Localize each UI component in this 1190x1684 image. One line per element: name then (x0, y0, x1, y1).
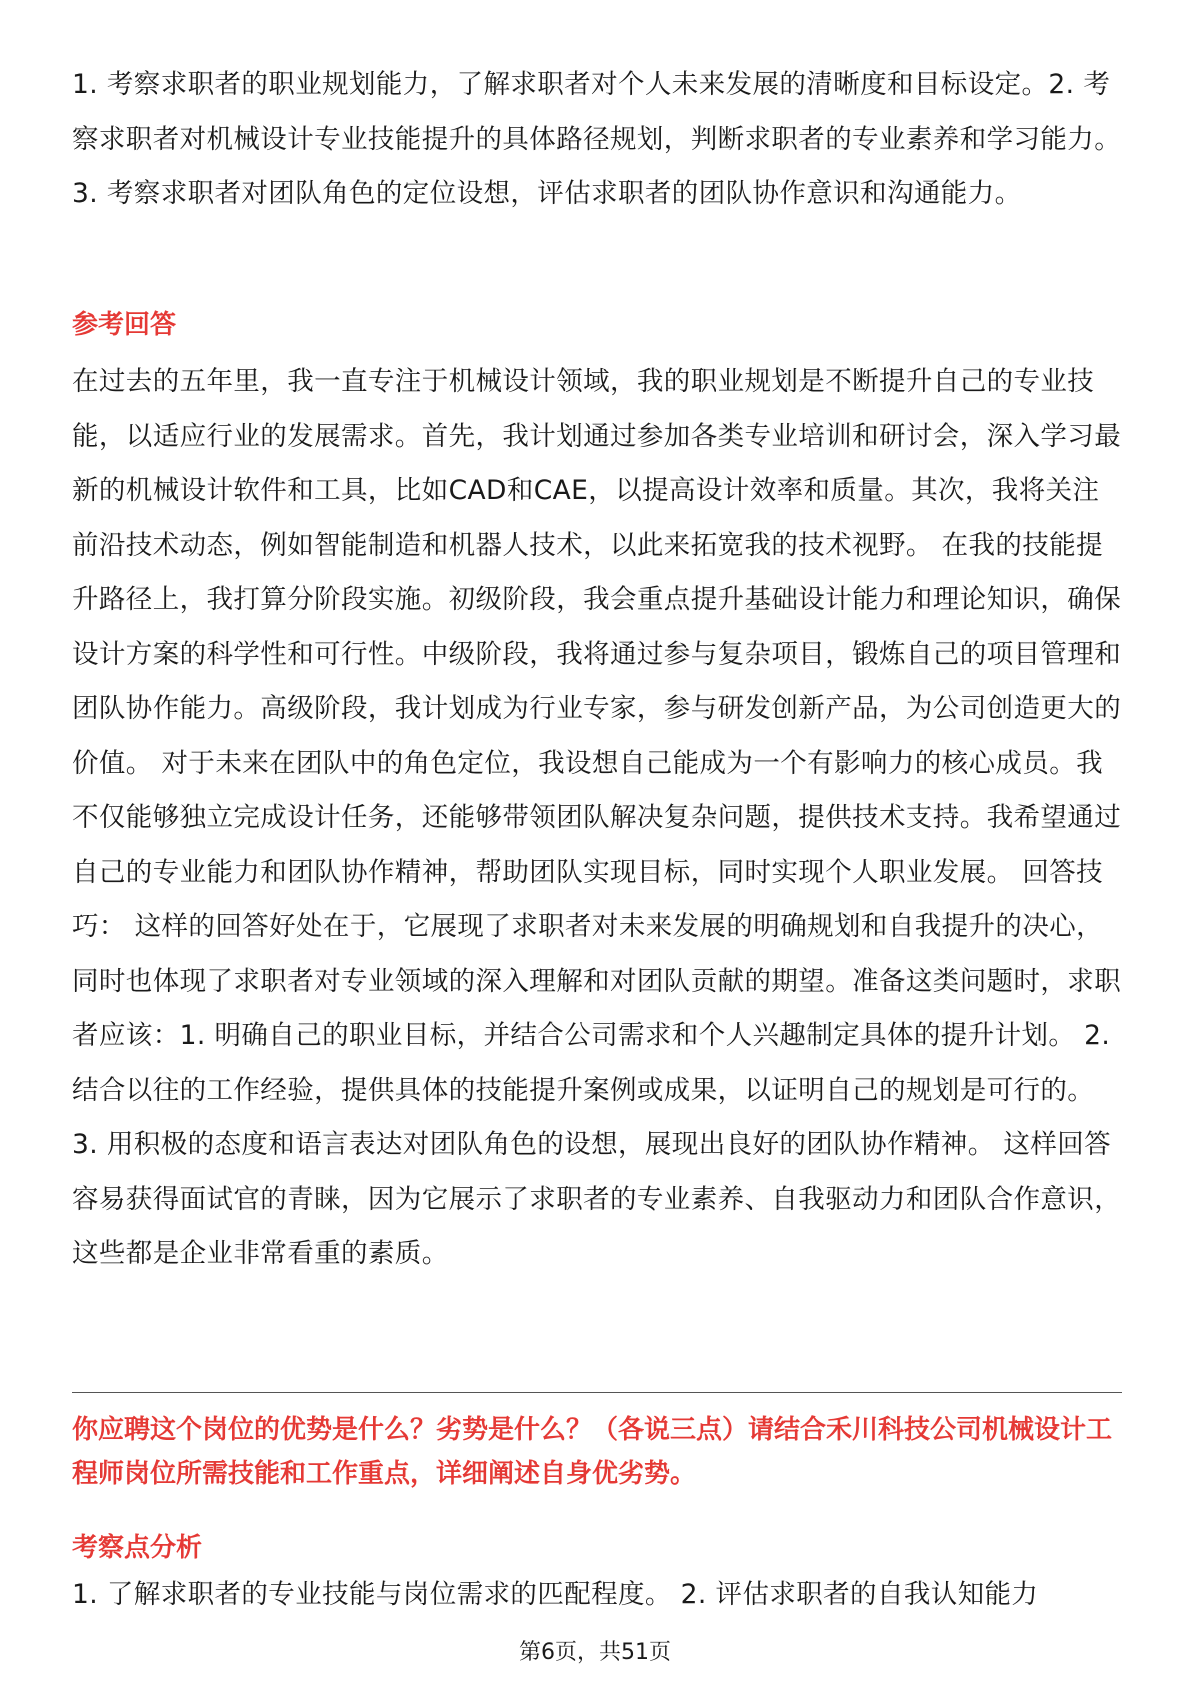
answer-heading: 参考回答 (72, 310, 177, 340)
document-page (72, 0, 1122, 1684)
intro-paragraph: 1. 考察求职者的职业规划能力，了解求职者对个人未来发展的清晰度和目标设定。2. 考察求职者对机械设计专业技能提升的具体路径规划，判断求职者的专业素养和学习能力。 3. 考察求职者对团队角色的定位设想，评估求职者的团队协作意识和沟通能力。 (72, 69, 1122, 209)
question-title: 你应聘这个岗位的优势是什么？劣势是什么？（各说三点）请结合禾川科技公司机械设计工程师岗位所需技能和工作重点，详细阐述自身优劣势。 (72, 1415, 1113, 1489)
page-number-footer: 第6页，共51页 (519, 1640, 671, 1665)
analysis-paragraph: 1. 了解求职者的专业技能与岗位需求的匹配程度。 2. 评估求职者的自我认知能力 (72, 1579, 1039, 1610)
section-divider (72, 1392, 1122, 1393)
analysis-heading: 考察点分析 (72, 1533, 203, 1563)
answer-paragraph: 在过去的五年里，我一直专注于机械设计领域，我的职业规划是不断提升自己的专业技能，以适应行业的发展需求。首先，我计划通过参加各类专业培训和研讨会，深入学习最新的机械设计软件和工具，比如CAD和CAE，以提高设计效率和质量。其次，我将关注前沿技术动态，例如智能制造和机器人技术，以此来拓宽我的技术视野。 在我的技能提升路径上，我打算分阶段实施。初级阶段，我会重点提升基础设计能力和理论知识，确保设计方案的科学性和可行性。中级阶段，我将通过参与复杂项目，锻炼自己的项目管理和团队协作能力。高级阶段，我计划成为行业专家，参与研发创新产品，为公司创造更大的价值。 对于未来在团队中的角色定位，我设想自己能成为一个有影响力的核心成员。我不仅能够独立完成设计任务，还能够带领团队解决复杂问题，提供技术支持。我希望通过自己的专业能力和团队协作精神，帮助团队实现目标，同时实现个人职业发展。 回答技巧： 这样的回答好处在于，它展现了求职者对未来发展的明确规划和自我提升的决心，同时也体现了求职者对专业领域的深入理解和对团队贡献的期望。准备这类问题时，求职者应该：1. 明确自己的职业目标，并结合公司需求和个人兴趣制定具体的提升计划。 2. 结合以往的工作经验，提供具体的技能提升案例或成果，以证明自己的规划是可行的。 3. 用积极的态度和语言表达对团队角色的设想，展现出良好的团队协作精神。 这样回答容易获得面试官的青睐，因为它展示了求职者的专业素养、自我驱动力和团队合作意识，这些都是企业非常看重的素质。 (72, 366, 1122, 1269)
